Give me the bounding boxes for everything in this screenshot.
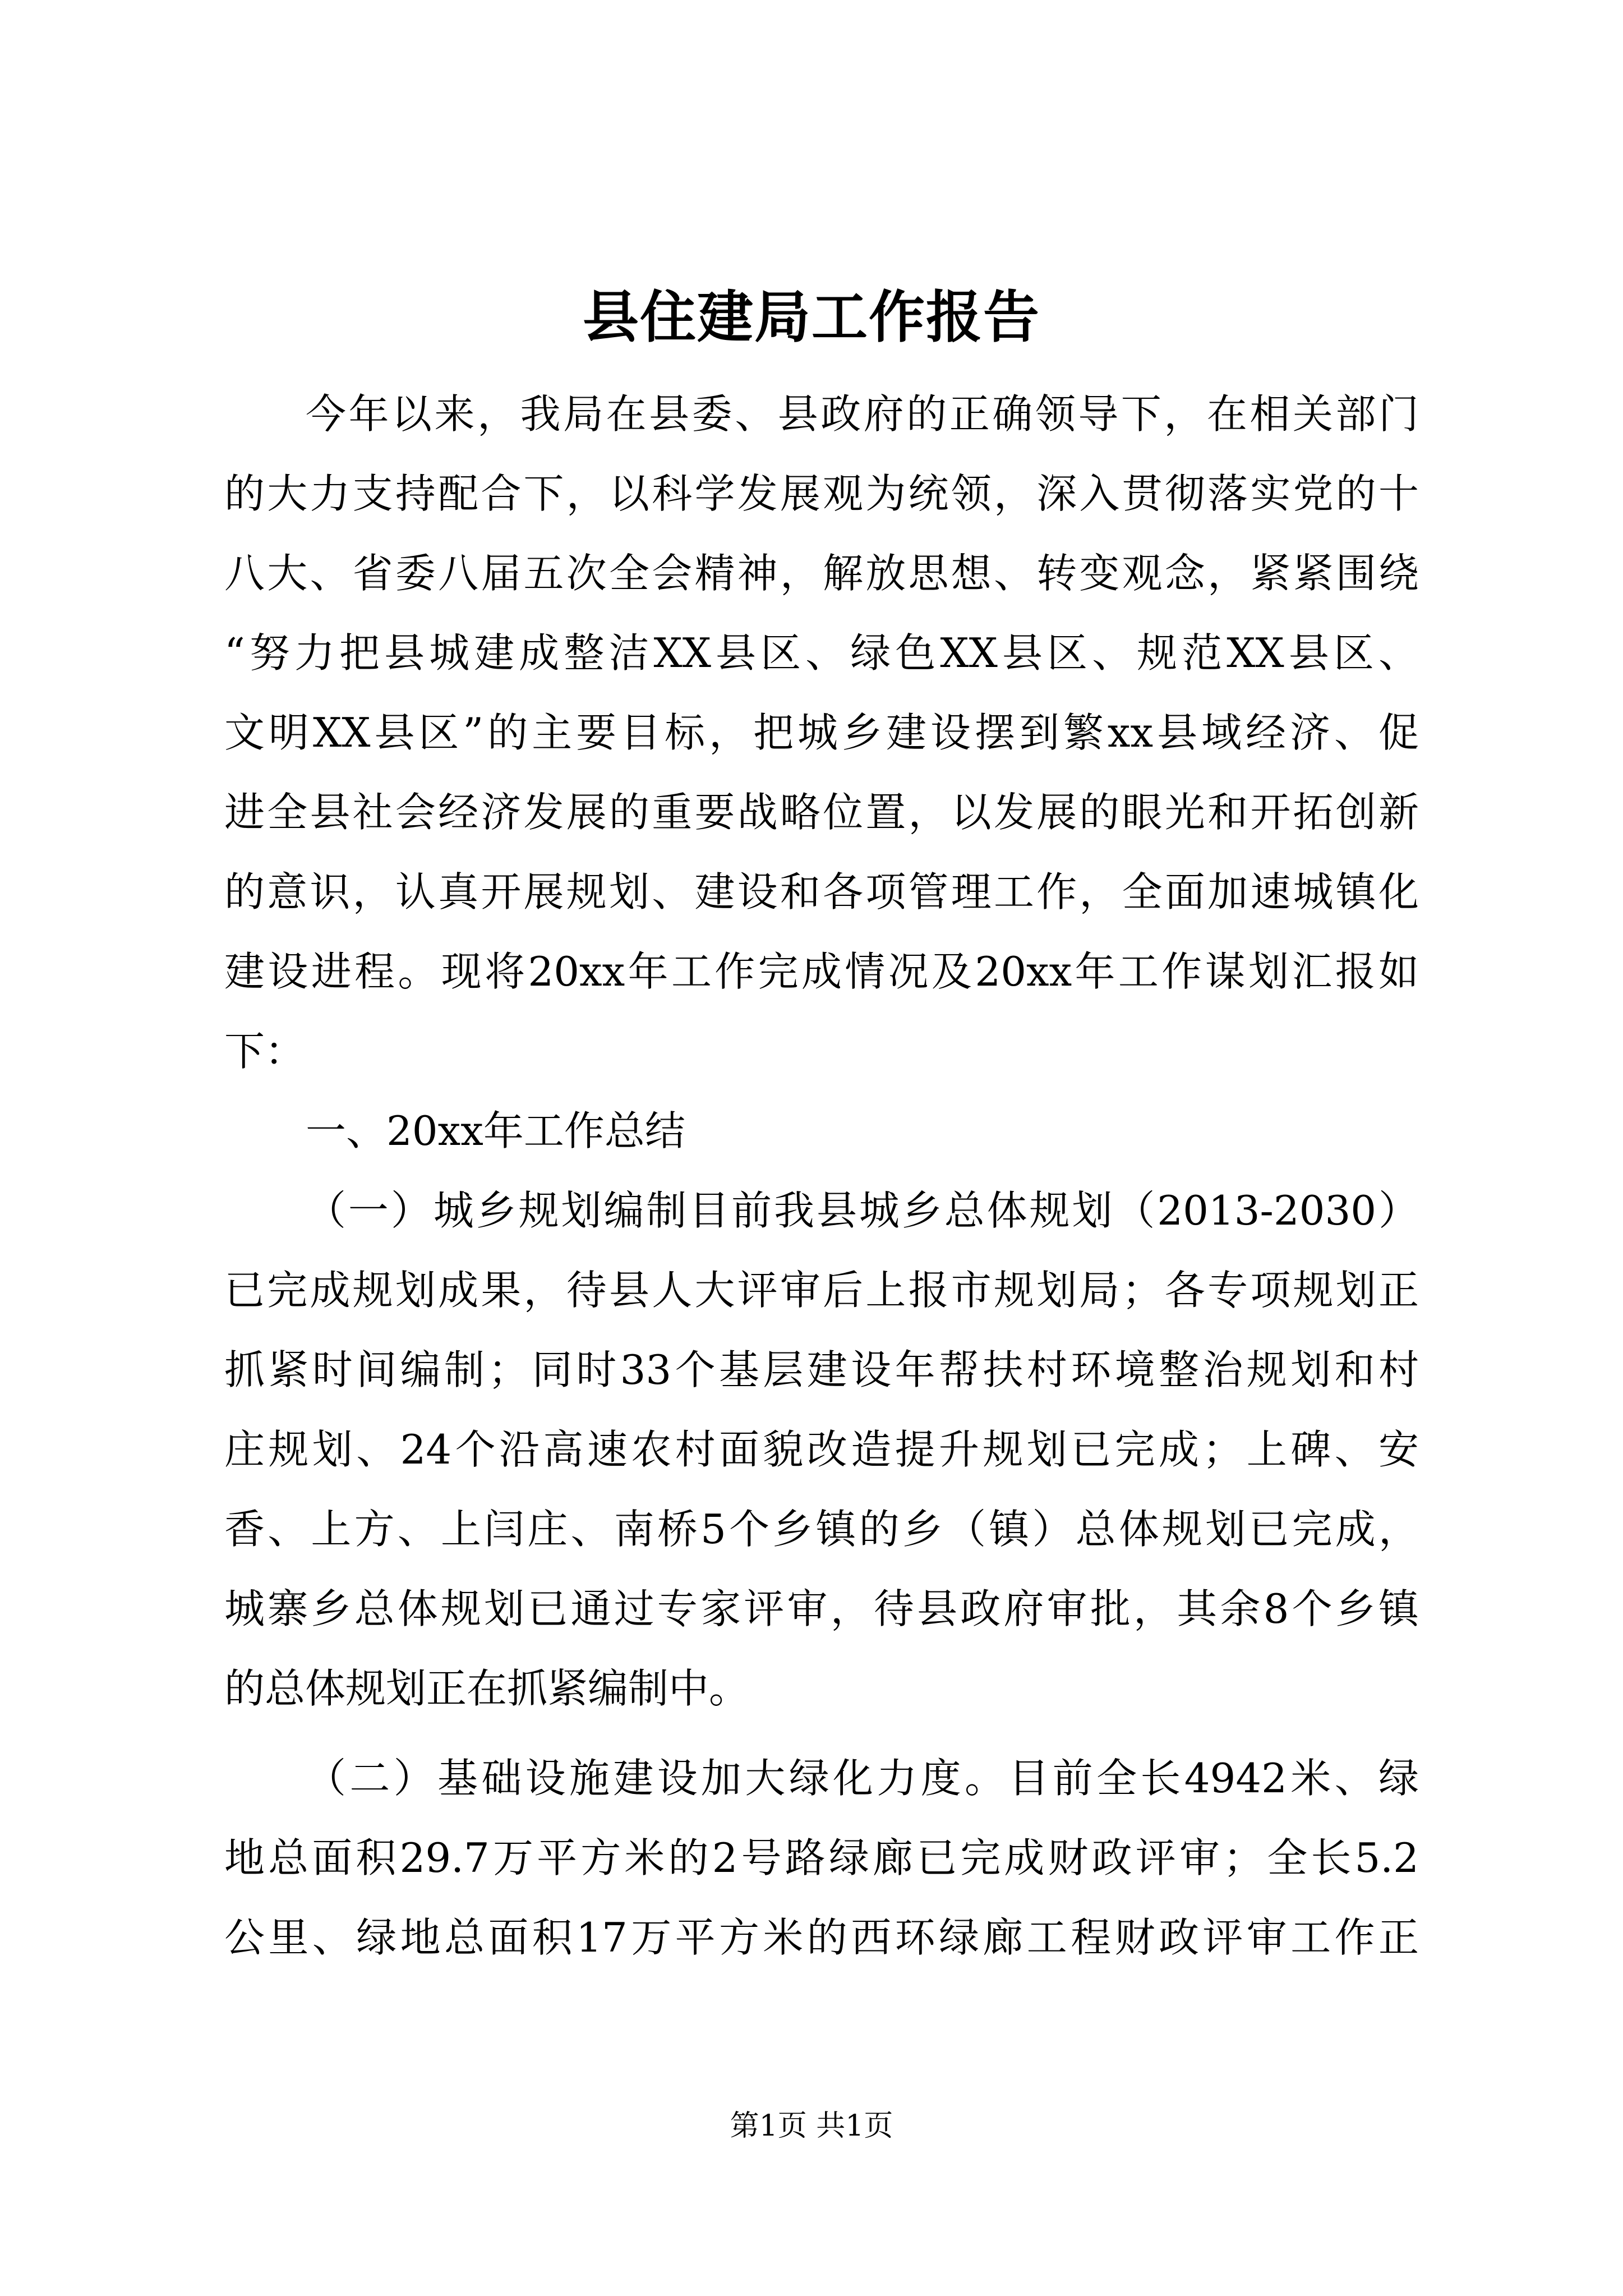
paragraph-line: 公里、绿地总面积17万平方米的西环绿廊工程财政评审工作正: [224, 1914, 1419, 1961]
paragraph-line: 八大、省委八届五次全会精神，解放思想、转变观念，紧紧围绕: [224, 550, 1419, 597]
paragraph-line: 地总面积29.7万平方米的2号路绿廊已完成财政评审；全长5.2: [224, 1834, 1419, 1881]
paragraph-line: 香、上方、上闫庄、南桥5个乡镇的乡（镇）总体规划已完成，: [224, 1506, 1419, 1553]
paragraph-line: 的总体规划正在抓紧编制中。: [224, 1665, 750, 1712]
paragraph-line: 进全县社会经济发展的重要战略位置，以发展的眼光和开拓创新: [224, 789, 1419, 836]
document-title: 县住建局工作报告: [583, 284, 1040, 350]
paragraph-line: 抓紧时间编制；同时33个基层建设年帮扶村环境整治规划和村: [224, 1346, 1419, 1393]
paragraph-line: 文明XX县区”的主要目标，把城乡建设摆到繁xx县域经济、促: [224, 709, 1419, 756]
paragraph-line: （二）基础设施建设加大绿化力度。目前全长4942米、绿: [306, 1755, 1419, 1802]
section-heading: 一、20xx年工作总结: [306, 1107, 685, 1154]
paragraph-line: 的意识，认真开展规划、建设和各项管理工作，全面加速城镇化: [224, 868, 1419, 915]
paragraph-line: 的大力支持配合下，以科学发展观为统领，深入贯彻落实党的十: [224, 470, 1419, 517]
page-number: 第1页 共1页: [730, 2109, 893, 2143]
paragraph-line: 下：: [224, 1028, 306, 1075]
paragraph-line: 建设进程。现将20xx年工作完成情况及20xx年工作谋划汇报如: [224, 948, 1419, 995]
paragraph-line: 今年以来，我局在县委、县政府的正确领导下，在相关部门: [306, 390, 1419, 438]
paragraph-line: 已完成规划成果，待县人大评审后上报市规划局；各专项规划正: [224, 1267, 1419, 1314]
paragraph-line: 庄规划、24个沿高速农村面貌改造提升规划已完成；上碑、安: [224, 1426, 1419, 1473]
paragraph-line: “努力把县城建成整洁XX县区、绿色XX县区、规范XX县区、: [224, 629, 1419, 677]
paragraph-line: 城寨乡总体规划已通过专家评审，待县政府审批，其余8个乡镇: [224, 1585, 1419, 1632]
paragraph-line: （一）城乡规划编制目前我县城乡总体规划（2013-2030）: [306, 1187, 1419, 1234]
